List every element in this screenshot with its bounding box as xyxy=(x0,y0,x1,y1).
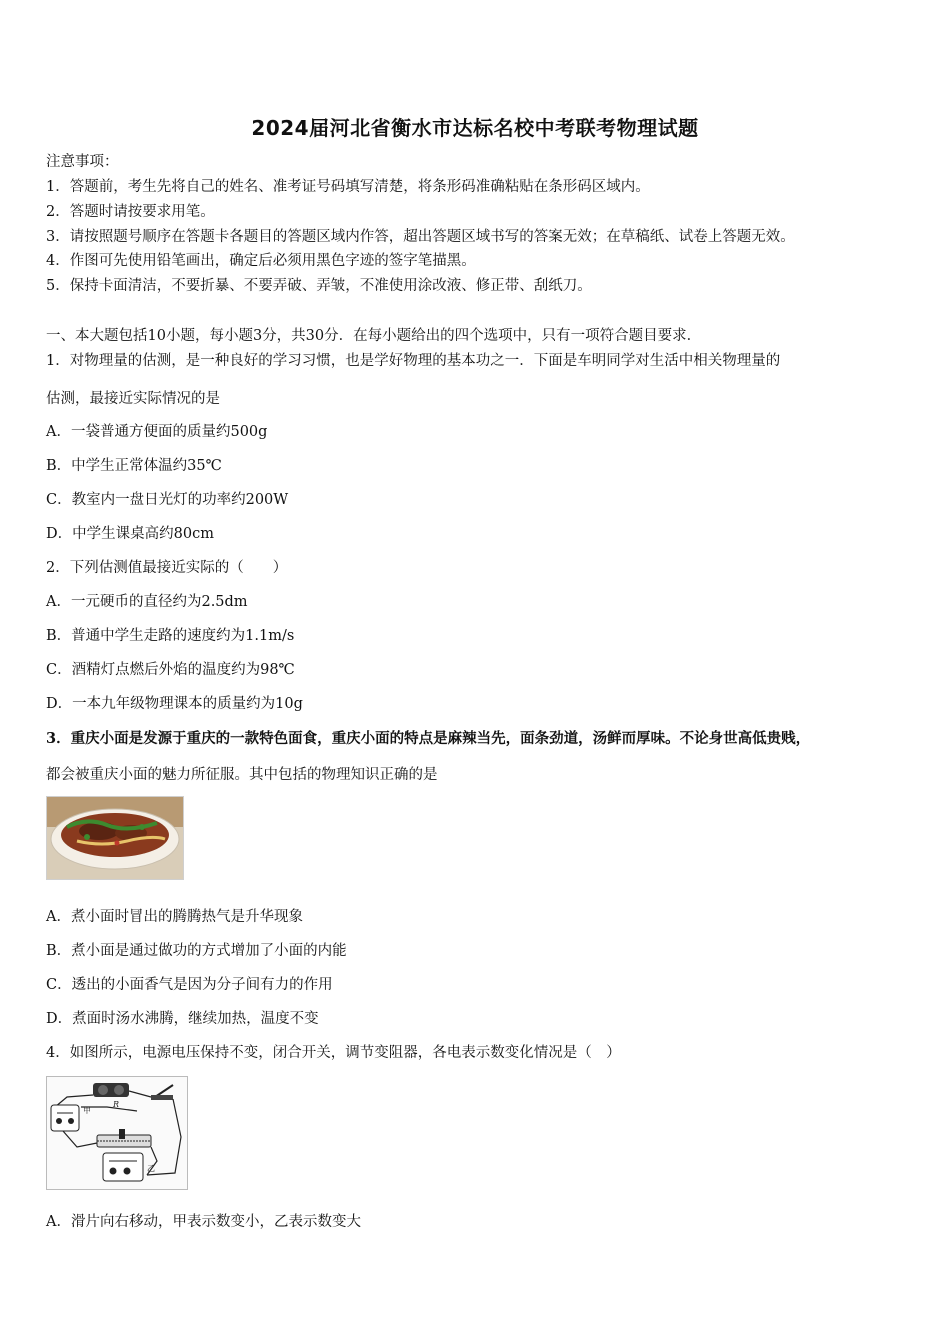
question-3-option-d: D．煮面时汤水沸腾，继续加热，温度不变 xyxy=(46,1011,319,1027)
section-intro: 一、本大题包括10小题，每小题3分，共30分．在每小题给出的四个选项中，只有一项符合题目要求． xyxy=(46,328,702,344)
notice-item: 3．请按照题号顺序在答题卡各题目的答题区域内作答，超出答题区域书写的答案无效；在草稿纸、试卷上答题无效。 xyxy=(46,229,795,245)
question-2-option-d: D．一本九年级物理课本的质量约为10g xyxy=(46,696,303,712)
question-1-stem-cont: 估测，最接近实际情况的是 xyxy=(46,391,220,407)
page-title: 2024届河北省衡水市达标名校中考联考物理试题 xyxy=(251,116,699,140)
notice-item: 5．保持卡面清洁，不要折暴、不要弄破、弄皱，不准使用涂改液、修正带、刮纸刀。 xyxy=(46,278,592,294)
question-1-option-d: D．中学生课桌高约80cm xyxy=(46,526,214,542)
meter-yi-label: 乙 xyxy=(147,1164,155,1173)
question-3-stem-cont: 都会被重庆小面的魅力所征服。其中包括的物理知识正确的是 xyxy=(46,767,438,783)
question-4-option-a: A．滑片向右移动，甲表示数变小，乙表示数变大 xyxy=(46,1214,361,1230)
question-3-option-a: A．煮小面时冒出的腾腾热气是升华现象 xyxy=(46,909,303,925)
question-3-option-c: C．透出的小面香气是因为分子间有力的作用 xyxy=(46,977,333,993)
question-2-option-b: B．普通中学生走路的速度约为1.1m/s xyxy=(46,628,295,644)
circuit-illustration xyxy=(47,1077,187,1189)
notice-heading: 注意事项： xyxy=(46,154,119,170)
question-4-stem: 4．如图所示，电源电压保持不变，闭合开关，调节变阻器，各电表示数变化情况是（ ） xyxy=(46,1045,621,1061)
question-2-option-c: C．酒精灯点燃后外焰的温度约为98℃ xyxy=(46,662,295,678)
circuit-diagram xyxy=(46,1076,188,1190)
notice-item: 2．答题时请按要求用笔。 xyxy=(46,204,215,220)
question-1-stem: 1．对物理量的估测，是一种良好的学习习惯，也是学好物理的基本功之一．下面是车明同学对生活中相关物理量的 xyxy=(46,353,781,369)
question-2-option-a: A．一元硬币的直径约为2.5dm xyxy=(46,594,248,610)
notice-item: 4．作图可先使用铅笔画出，确定后必须用黑色字迹的签字笔描黑。 xyxy=(46,253,476,269)
meter-jia-label: 甲 xyxy=(83,1106,91,1115)
question-3-stem: 3．重庆小面是发源于重庆的一款特色面食，重庆小面的特点是麻辣当先，面条劲道，汤鲜而厚味。不论身世高低贵贱， xyxy=(46,730,811,747)
noodle-bowl-image xyxy=(46,796,184,880)
question-2-stem: 2．下列估测值最接近实际的（ ） xyxy=(46,560,288,576)
question-1-option-a: A．一袋普通方便面的质量约500g xyxy=(46,424,268,440)
notice-item: 1．答题前，考生先将自己的姓名、准考证号码填写清楚，将条形码准确粘贴在条形码区域内。 xyxy=(46,179,650,195)
resistor-label: R xyxy=(113,1100,120,1109)
question-1-option-b: B．中学生正常体温约35℃ xyxy=(46,458,222,474)
question-3-option-b: B．煮小面是通过做功的方式增加了小面的内能 xyxy=(46,943,347,959)
question-1-option-c: C．教室内一盘日光灯的功率约200W xyxy=(46,492,289,508)
noodle-bowl-illustration xyxy=(47,797,183,879)
